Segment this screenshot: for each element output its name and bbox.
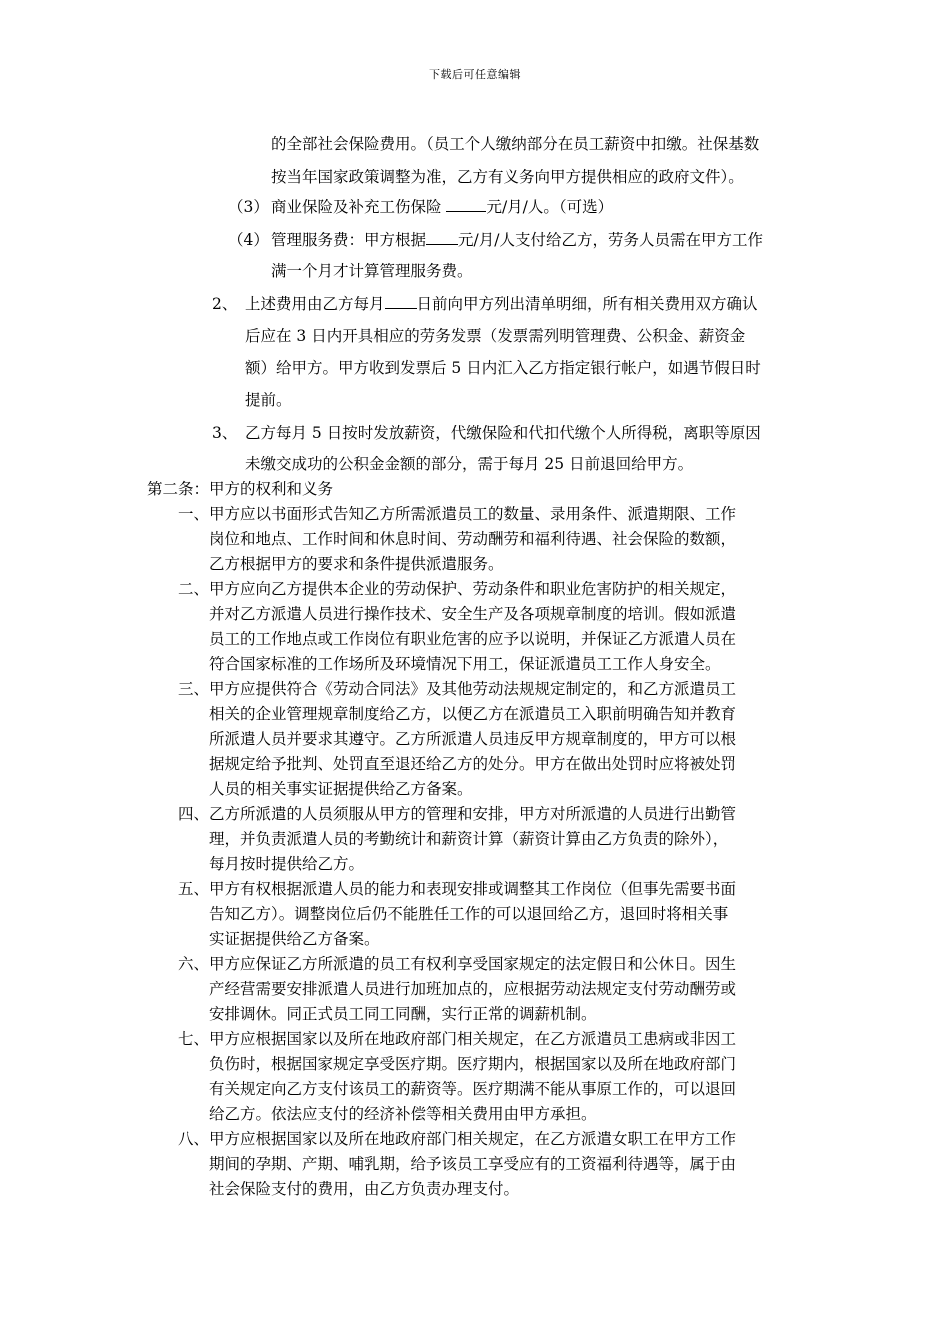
payment-2-label: 上述费用由乙方每月 [245,295,385,313]
clause-line: 负伤时，根据国家规定享受医疗期。医疗期内，根据国家以及所在地政府部门 [209,1055,737,1073]
article-2-title: 第二条：甲方的权利和义务 [147,480,334,498]
clause-line: 产经营需要安排派遣人员进行加班加点的，应根据劳动法规定支付劳动酬劳或 [209,980,737,998]
clause-line: 相关的企业管理规章制度给乙方，以便乙方在派遣员工入职前明确告知并教育 [209,705,737,723]
fee-item-4-unit: 元/月/人支付给乙方，劳务人员需在甲方工作 [458,231,763,249]
payment-2-line [245,294,758,314]
payment-2-text: 日前向甲方列出清单明细，所有相关费用双方确认 [416,295,758,313]
fee-item-3-marker: （3） [228,198,269,216]
fee-item-4-text [271,230,763,250]
clause-line: 三、甲方应提供符合《劳动合同法》及其他劳动法规规定制定的，和乙方派遣员工 [178,680,737,698]
clause-line: 六、甲方应保证乙方所派遣的员工有权利享受国家规定的法定假日和公休日。因生 [178,955,737,973]
clause-line: 二、甲方应向乙方提供本企业的劳动保护、劳动条件和职业危害防护的相关规定， [178,580,737,598]
clause-line: 乙方根据甲方的要求和条件提供派遣服务。 [209,555,504,573]
payment-3-marker: 3、 [212,424,238,442]
payment-2-line: 后应在 3 日内开具相应的劳务发票（发票需列明管理费、公积金、薪资金 [245,327,746,345]
fee-item-4-label: 管理服务费：甲方根据 [271,231,427,249]
clause-line: 并对乙方派遣人员进行操作技术、安全生产及各项规章制度的培训。假如派遣 [209,605,737,623]
fee-item-4-marker: （4） [228,231,269,249]
fill-in-blank[interactable] [385,294,417,309]
payment-3-line: 乙方每月 5 日按时发放薪资，代缴保险和代扣代缴个人所得税，离职等原因 [245,424,761,442]
clause-line: 岗位和地点、工作时间和休息时间、劳动酬劳和福利待遇、社会保险的数额， [209,530,737,548]
clause-line: 有关规定向乙方支付该员工的薪资等。医疗期满不能从事原工作的，可以退回 [209,1080,737,1098]
clause-line: 七、甲方应根据国家以及所在地政府部门相关规定，在乙方派遣员工患病或非因工 [178,1030,737,1048]
clause-line: 期间的孕期、产期、哺乳期，给予该员工享受应有的工资福利待遇等，属于由 [209,1155,737,1173]
clause-line: 五、甲方有权根据派遣人员的能力和表现安排或调整其工作岗位（但事先需要书面 [178,880,737,898]
clause-line: 人员的相关事实证据提供给乙方备案。 [209,780,473,798]
clause-line: 员工的工作地点或工作岗位有职业危害的应予以说明，并保证乙方派遣人员在 [209,630,737,648]
clause-line: 社会保险支付的费用，由乙方负责办理支付。 [209,1180,520,1198]
fee-item-3-label: 商业保险及补充工伤保险 [271,198,447,216]
fee-item-continuation-line: 的全部社会保险费用。（员工个人缴纳部分在员工薪资中扣缴。社保基数 [271,135,760,153]
clause-line: 实证据提供给乙方备案。 [209,930,380,948]
clause-line: 安排调休。同正式员工同工同酬，实行正常的调薪机制。 [209,1005,597,1023]
clause-line: 四、乙方所派遣的人员须服从甲方的管理和安排，甲方对所派遣的人员进行出勤管 [178,805,737,823]
page-header: 下载后可任意编辑 [429,68,521,81]
payment-2-line: 提前。 [245,391,292,409]
fill-in-blank[interactable] [426,230,458,245]
clause-line: 每月按时提供给乙方。 [209,855,365,873]
clause-line: 所派遣人员并要求其遵守。乙方所派遣人员违反甲方规章制度的，甲方可以根 [209,730,737,748]
fee-item-continuation-line: 按当年国家政策调整为准，乙方有义务向甲方提供相应的政府文件）。 [271,168,744,186]
clause-line: 一、甲方应以书面形式告知乙方所需派遣员工的数量、录用条件、派遣期限、工作 [178,505,737,523]
fee-item-3-unit: 元/月/人。（可选） [486,198,614,216]
fill-in-blank[interactable] [446,197,486,212]
clause-line: 据规定给予批判、处罚直至退还给乙方的处分。甲方在做出处罚时应将被处罚 [209,755,737,773]
payment-2-line: 额）给甲方。甲方收到发票后 5 日内汇入乙方指定银行帐户，如遇节假日时 [245,359,761,377]
clause-line: 符合国家标准的工作场所及环境情况下用工，保证派遣员工工作人身安全。 [209,655,721,673]
clause-line: 理，并负责派遣人员的考勤统计和薪资计算（薪资计算由乙方负责的除外）， [209,830,729,848]
clause-line: 告知乙方）。调整岗位后仍不能胜任工作的可以退回给乙方，退回时将相关事 [209,905,729,923]
clause-line: 给乙方。依法应支付的经济补偿等相关费用由甲方承担。 [209,1105,597,1123]
payment-3-line: 未缴交成功的公积金金额的部分，需于每月 25 日前退回给甲方。 [245,455,694,473]
fee-item-4-line: 满一个月才计算管理服务费。 [271,262,473,280]
fee-item-3-text [271,197,613,217]
payment-2-marker: 2、 [212,295,238,313]
clause-line: 八、甲方应根据国家以及所在地政府部门相关规定，在乙方派遣女职工在甲方工作 [178,1130,737,1148]
